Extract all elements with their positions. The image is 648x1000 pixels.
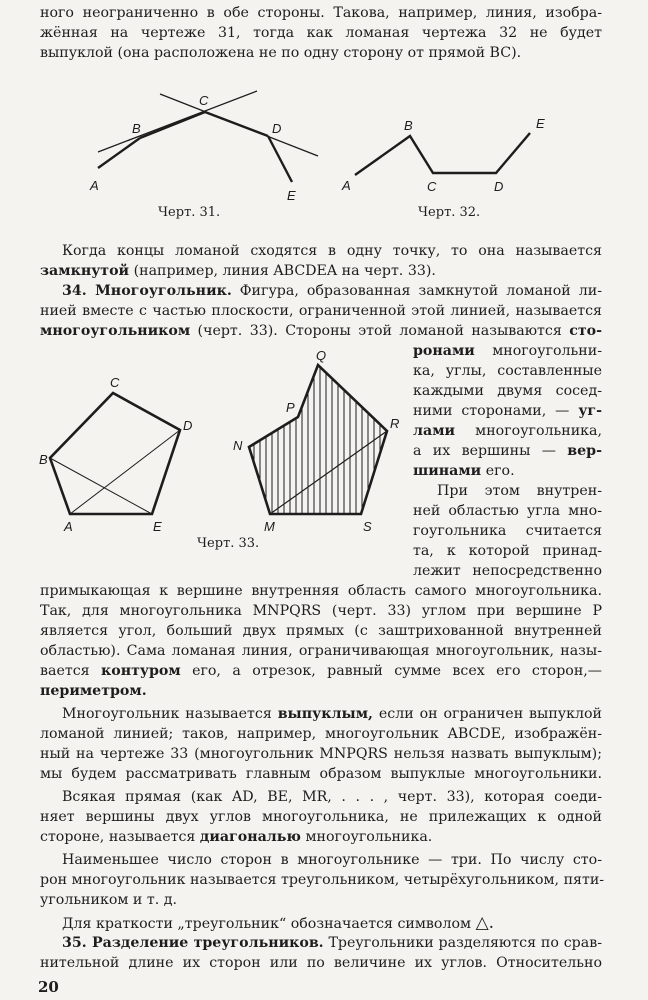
text-line: Так, для многоугольника MNPQRS (черт. 33) углом при вершине P xyxy=(40,603,602,619)
vertex-label: A xyxy=(342,178,351,193)
text-line: Всякая прямая (как AD, BE, MR, . . . , черт. 33), которая соеди- xyxy=(62,789,602,805)
term: сто- xyxy=(569,323,602,339)
text-line: жённая на чертеже 31, тогда как ломаная чертежа 32 не будет xyxy=(40,25,602,41)
text-line: та, к которой принад- xyxy=(413,543,602,559)
vertex-label: Q xyxy=(316,348,327,363)
term: диагональю xyxy=(199,829,301,845)
text-span: (например, линия ABCDEA на черт. 33). xyxy=(129,263,436,279)
term: уг- xyxy=(578,403,602,419)
vertex-label: D xyxy=(183,418,193,433)
page-number: 20 xyxy=(38,978,59,996)
vertex-label: A xyxy=(90,178,99,193)
vertex-label: P xyxy=(286,400,295,415)
vertex-label: B xyxy=(39,452,48,467)
text-line: Наименьшее число сторон в многоугольнике — три. По числу сто- xyxy=(62,852,602,868)
vertex-label: M xyxy=(264,519,275,534)
vertex-label: C xyxy=(199,93,209,108)
text-line: угольником и т. д. xyxy=(40,892,178,908)
text-line: выпуклой (она расположена не по одну сторону от прямой BC). xyxy=(40,45,522,61)
pentagon-abcde xyxy=(50,393,180,514)
text-span: а их вершины — xyxy=(413,443,568,459)
term: периметром. xyxy=(40,683,147,699)
text-line: лежит непосредственно xyxy=(413,563,602,579)
term: замкнутой xyxy=(40,263,130,279)
text-line: ный на чертеже 33 (многоугольник MNPQRS нельзя назвать выпуклым); xyxy=(40,746,602,762)
vertex-label: E xyxy=(287,188,296,203)
text-line xyxy=(413,442,602,461)
text-span: Для краткости „треугольник“ обозначается символом xyxy=(62,916,472,932)
text-span: многоугольни- xyxy=(474,343,602,359)
text-line: гоугольника считается xyxy=(413,523,602,539)
term: шинами xyxy=(413,463,482,479)
section-title: 34. Многоугольник. xyxy=(62,283,232,299)
term: ронами xyxy=(413,343,475,359)
vertex-label: C xyxy=(110,375,120,390)
text-span: многоугольника. xyxy=(300,829,433,845)
text-line: няет вершины двух углов многоугольника, не прилежащих к одной xyxy=(40,809,602,825)
text-line: нией вместе с частью плоскости, ограниченной этой линией, называется xyxy=(40,303,602,319)
text-span: если он ограничен выпуклой xyxy=(372,706,603,722)
term: лами xyxy=(413,423,456,439)
text-span: его. xyxy=(481,463,515,479)
text-line: областью). Сама ломаная линия, ограничивающая многоугольник, назы- xyxy=(40,643,602,659)
text-span: стороне, называется xyxy=(40,829,200,845)
text-line xyxy=(413,402,602,421)
text-line: нительной длине их сторон или по величине их углов. Относительно xyxy=(40,955,602,971)
figure-32-caption: Черт. 32. xyxy=(418,205,481,220)
text-span: вается xyxy=(40,663,101,679)
text-span: Фигура, образованная замкнутой ломаной ли- xyxy=(231,283,602,299)
text-span: (черт. 33). Стороны этой ломаной называются xyxy=(190,323,570,339)
text-line xyxy=(40,828,602,847)
vertex-label: R xyxy=(390,416,400,431)
text-line xyxy=(62,705,602,724)
text-line: мы будем рассматривать главным образом выпуклые многоугольники. xyxy=(40,766,602,782)
text-span: Треугольники разделяются по срав- xyxy=(323,935,602,951)
section-title: 35. Разделение треугольников. xyxy=(62,935,324,951)
text-line: ного неограниченно в обе стороны. Такова, например, линия, изобра- xyxy=(40,5,602,21)
text-line xyxy=(413,342,602,361)
vertex-label: D xyxy=(494,179,504,194)
vertex-label: B xyxy=(132,121,141,136)
vertex-label: B xyxy=(404,118,413,133)
section-35-heading xyxy=(62,934,602,953)
text-line: каждыми двумя сосед- xyxy=(413,383,602,399)
vertex-label: S xyxy=(363,519,372,534)
term: многоугольником xyxy=(40,323,191,339)
vertex-label: A xyxy=(64,519,73,534)
text-line xyxy=(40,662,602,681)
text-span: его, а отрезок, равный сумме всех его сторон,— xyxy=(180,663,602,679)
text-span: многоугольника, xyxy=(455,423,602,439)
text-line: примыкающая к вершине внутренняя область самого многоугольника. xyxy=(40,583,602,599)
text-line xyxy=(413,422,602,441)
figure-31-caption: Черт. 31. xyxy=(158,205,221,220)
text-line xyxy=(62,914,602,934)
vertex-label: D xyxy=(272,121,282,136)
text-span: Многоугольник называется xyxy=(62,706,278,722)
term: вер- xyxy=(567,443,602,459)
text-line: ка, углы, составленные xyxy=(413,363,602,379)
vertex-label: E xyxy=(153,519,162,534)
text-line: ней областью угла мно- xyxy=(413,503,602,519)
vertex-label: C xyxy=(427,179,437,194)
term: выпуклым, xyxy=(277,706,373,722)
term: контуром xyxy=(100,663,181,679)
triangle-symbol: △. xyxy=(475,913,495,933)
vertex-label: E xyxy=(536,116,545,131)
text-line: Когда концы ломаной сходятся в одну точку, то она называется xyxy=(62,243,602,259)
text-span: ними сторонами, — xyxy=(413,403,579,419)
text-line: ломаной линией; таков, например, многоугольник ABCDE, изображён- xyxy=(40,726,602,742)
figure-33-caption: Черт. 33. xyxy=(197,536,260,551)
polygon-mnpqrs xyxy=(249,365,387,514)
vertex-label: N xyxy=(233,438,243,453)
text-line xyxy=(40,682,602,701)
text-line: При этом внутрен- xyxy=(437,483,602,499)
text-line xyxy=(413,462,602,481)
text-line: рон многоугольник называется треугольником, четырёхугольником, пяти- xyxy=(40,872,605,888)
text-line: является угол, больший двух прямых (с заштрихованной внутренней xyxy=(40,623,602,639)
